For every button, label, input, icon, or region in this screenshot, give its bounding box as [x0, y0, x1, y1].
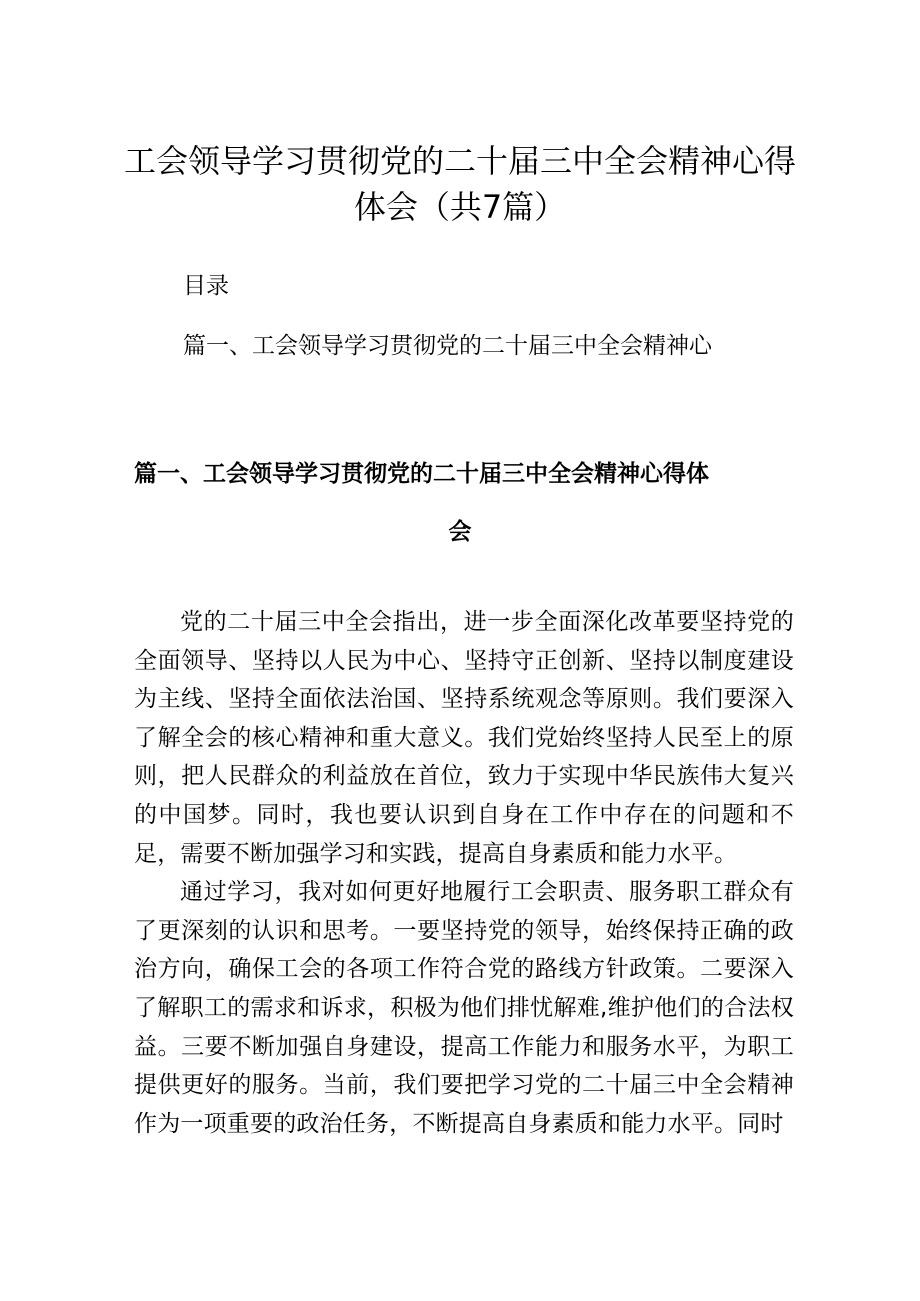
section-heading-line2: 会 — [448, 519, 472, 545]
document-title: 工会领导学习贯彻党的二十届三中全会精神心得体会（共7篇） — [123, 142, 796, 226]
toc-heading: 目录 — [183, 273, 229, 299]
body-paragraph-1: 党的二十届三中全会指出，进一步全面深化改革要坚持党的全面领导、坚持以人民为中心、坚持守正创新、坚持以制度建设为主线、坚持全面依法治国、坚持系统观念等原则。我们要深入了解全会的核心精神和重大意义。我们党始终坚持人民至上的原则，把人民群众的利益放在首位，致力于实现中华民族伟大复兴的中国梦。同时，我也要认识到自身在工作中存在的问题和不足，需要不断加强学习和实践，提高自身素质和能力水平。 — [134, 609, 794, 867]
section-heading-line1: 篇一、工会领导学习贯彻党的二十届三中全会精神心得体 — [134, 461, 709, 487]
section-body — [134, 603, 794, 1143]
section-heading — [134, 445, 786, 561]
body-paragraph-2: 通过学习，我对如何更好地履行工会职责、服务职工群众有了更深刻的认识和思考。一要坚持党的领导，始终保持正确的政治方向，确保工会的各项工作符合党的路线方针政策。二要深入了解职工的需求和诉求，积极为他们排忧解难,维护他们的合法权益。三要不断加强自身建设，提高工作能力和服务水平，为职工提供更好的服务。当前，我们要把学习党的二十届三中全会精神作为一项重要的政治任务，不断提高自身素质和能力水平。同时 — [134, 879, 794, 1137]
toc-item-1[interactable]: 篇一、工会领导学习贯彻党的二十届三中全会精神心 — [183, 333, 712, 359]
